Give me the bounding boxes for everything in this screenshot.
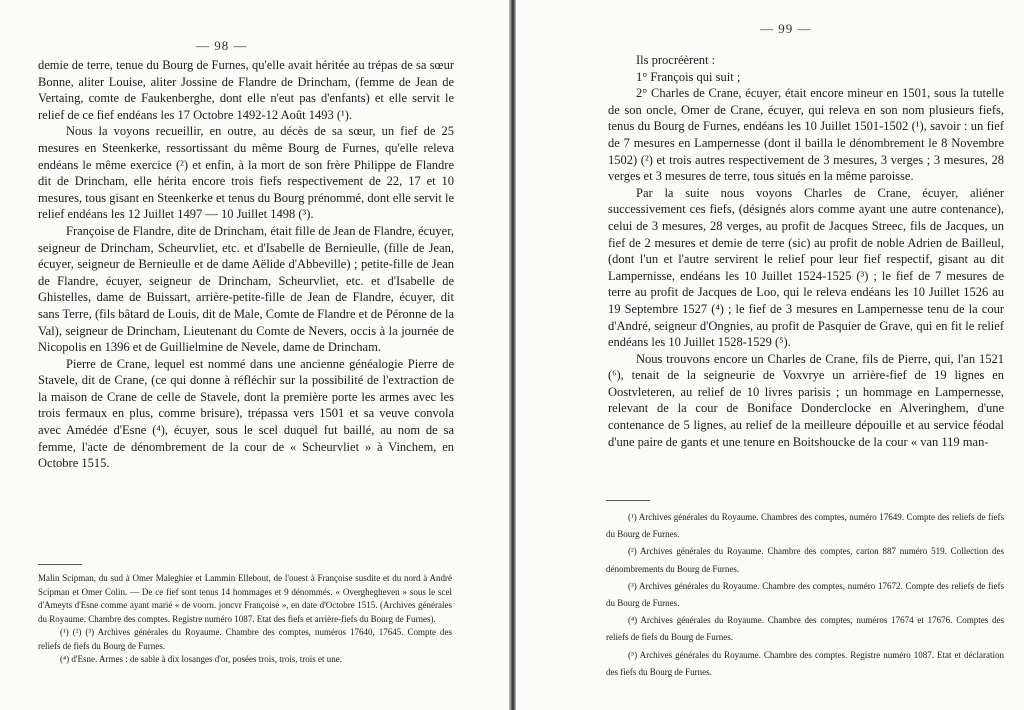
footnote: (⁵) Archives générales du Royaume. Chambre des comptes. Registre numéro 1087. Etat et déclaration des fiefs du Bourg de Furnes. [606,649,1004,677]
paragraph: Françoise de Flandre, dite de Drincham, était fille de Jean de Flandre, écuyer, seigneur de Drincham, Scheurvliet, etc. et d'Isabelle de Bernieulle, (fille de Jean, écuyer, seigneur de Bernieulle et de dame Aëlide d'Abbeville) ; petite-fille de Jean de Flandre, écuyer, seigneur de Drincham, Scheurvliet, etc. et d'Isabelle de Ghistelles, dame de Buissart, arrière-petite-fille de Jean de Flandre, écuyer, dit sans Terre, (fils bâtard de Louis, dit de Male, Comte de Flandre et de Péronne de la Val), seigneur de Drincham, Lieutenant du Comte de Nevers, occis à la journée de Nicopolis en 1396 et de Guillielmine de Nevele, dame de Drincham. [38,223,454,355]
list-item: 2° Charles de Crane, écuyer, était encore mineur en 1501, sous la tutelle de son oncle, Omer de Crane, écuyer, qui releva en son nom plusieurs fiefs, tenus du Bourg de Furnes, endéans les 10 Juillet 1501-1502 (¹), savoir : un fief de 7 mesures en Lampernesse (dont il bailla le dénombrement le 8 Novembre 1502) (²) et trois autres respectivement de 3 mesures, 3 verges ; 3 mesures, 28 verges et 3 mesures de terre, tous situés en la même paroisse. [608,86,1004,184]
footnote: (³) Archives générales du Royaume. Chambre des comptes, numéro 17672. Compte des reliefs de fiefs du Bourg de Furnes. [606,580,1004,609]
paragraph: Par la suite nous voyons Charles de Crane, écuyer, aliéner successivement ces fiefs, (désignés alors comme ayant une autre contenance), celui de 3 mesures, 28 verges, au profit de Jacques Streec, fils de Jacques, un fief de 2 mesures et demie de terre (sic) au profit de noble Adrien de Bailleul, (dont l'un et l'autre servirent le relief pour leur fief respectif, gisant au dit Lampernisse, endéans les 10 Juillet 1524-1525 (³) ; le fief de 7 mesures de terre au profit de Jacques de Loo, qui le releva endéans les 10 Juillet 1526 au 19 Septembre 1527 (⁴) ; le fief de 3 mesures en Lampernesse tenu de la cour d'André, seigneur d'Ongnies, au profit de Pasquier de Grave, qui en fit le relief endéans les 10 Juillet 1528-1529 (⁵). [608,185,1004,350]
footnote-rule [38,564,82,565]
paragraph: Ils procréèrent : [636,53,716,67]
page-number: — 98 — [196,38,248,53]
right-page [516,0,1024,710]
footnote: (¹) Archives générales du Royaume. Chambres des comptes, numéro 17649. Compte des reliefs de fiefs du Bourg de Furnes. [606,512,1004,540]
footnote: Malin Scipman, du sud à Omer Maleghier et Lammin Ellebout, de l'ouest à Françoise susdite et du nord à André Scipman et Omer Colin. — De ce fief sont tenus 14 hommages et 9 dénommés. « Overghegheven » sous le scel d'Ameyts d'Esne comme ayant marié « de voorn. joncvr Françoise », en date d'Octobre 1515. (Archives générales du Royaume. Chambre des comptes. Registre numéro 1087. Etat des fiefs et arrière-fiefs du Bourg de Furnes). [38,573,452,624]
body-text [38,57,454,472]
body-text [608,52,1004,450]
book-gutter [509,0,516,710]
paragraph: Pierre de Crane, lequel est nommé dans une ancienne généalogie Pierre de Stavele, dit de Crane, (ce qui donne à réfléchir sur la possibilité de l'extraction de la maison de Crane de celle de Stavele, dont la première porte les armes avec les trois fermaux en plus, comme brisure), trépassa vers 1501 et sa veuve convola avec Amédée d'Esne (⁴), écuyer, sous le scel duquel fut baillé, au nom de sa femme, l'acte de dénombrement de la cour de « Scheurvliet » à Vinchem, en Octobre 1515. [38,356,454,471]
paragraph: demie de terre, tenue du Bourg de Furnes, qu'elle avait héritée au trépas de sa sœur Bonne, aliter Louise, aliter Jossine de Flandre de Drincham, (femme de Jean de Vertaing, comte de Faukenberghe, dont elle n'eut pas d'enfants) et elle servit le relief de ce fief endéans les 17 Octobre 1492-12 Août 1493 (¹). [38,58,454,122]
left-page [0,0,510,710]
list-item: 1° François qui suit ; [636,69,741,84]
footnote: (⁴) d'Esne. Armes : de sable à dix losanges d'or, posées trois, trois, trois et une. [60,654,342,664]
footnote: (¹) (²) (³) Archives générales du Royaume. Chambre des comptes, numéros 17640, 17645. Compte des reliefs de fiefs du Bourg de Furnes. [38,627,452,651]
page-number: — 99 — [760,21,812,36]
paragraph: Nous la voyons recueillir, en outre, au décès de sa sœur, un fief de 25 mesures en Steenkerke, ressortissant du même Bourg de Furnes, qu'elle releva endéans le même exercice (²) et enfin, à la mort de son frère Philippe de Flandre dit de Drincham, elle hérita encore trois fiefs respectivement de 22, 17 et 10 mesures, tous gisant en Steenkerke et tenus du Bourg prénommé, dont elle servit le relief endéans les 12 Juillet 1497 — 10 Juillet 1498 (³). [38,124,454,222]
footnote: (²) Archives générales du Royaume. Chambre des comptes, carton 887 numéro 519. Collection des dénombrements du Bourg de Furnes. [606,546,1004,574]
footnotes [606,509,1004,681]
paragraph: Nous trouvons encore un Charles de Crane, fils de Pierre, qui, l'an 1521 (⁶), tenait de la seigneurie de Voxvrye un arrière-fief de 19 lignes en Oostvleteren, au relief de 10 livres parisis ; un hommage en Lampernesse, relevant de la cour de Boniface Donderclocke en Alveringhem, d'une contenance de 5 lignes, au relief de la meilleure dépouille et au service féodal d'une paire de gants et une tenure en Boitshoucke de la cour « van 119 man- [608,351,1004,449]
footnote-rule [606,500,650,501]
footnotes [38,572,452,667]
footnote: (⁴) Archives générales du Royaume. Chambre des comptes, numéros 17674 et 17676. Comptes des reliefs de fiefs du Bourg de Furnes. [606,615,1004,643]
